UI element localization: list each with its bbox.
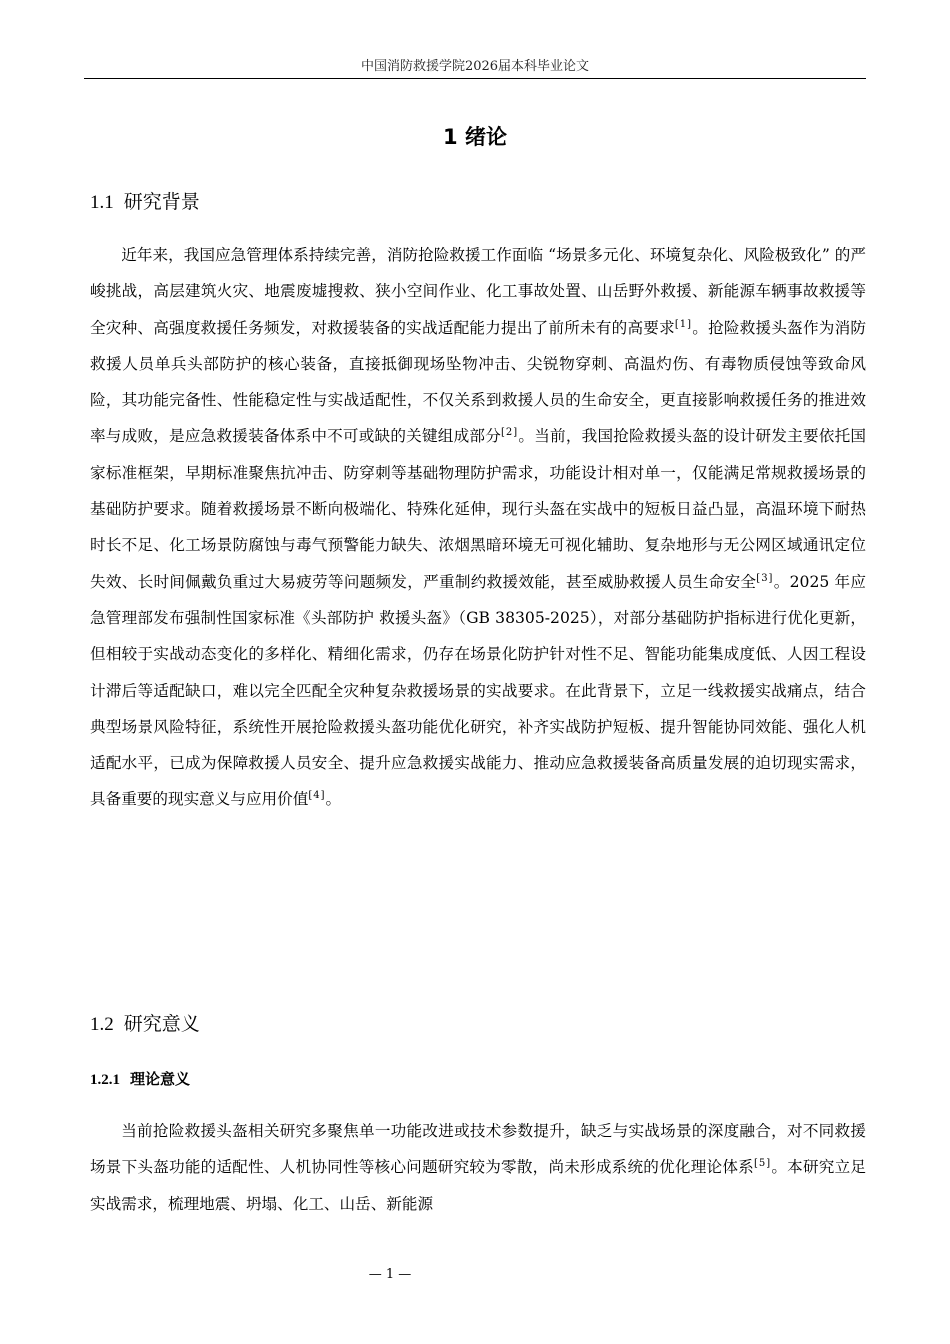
paragraph-text: 。当前，我国抢险救援头盔的设计研发主要依托国家标准框架，早期标准聚焦抗冲击、防穿刺等基础物理防护需求，功能设计相对单一，仅能满足常规救援场景的基础防护要求。随着救援场景不断向极端化、特殊化延伸，现行头盔在实战中的短板日益凸显，高温环境下耐热时长不足、化工场景防腐蚀与毒气预警能力缺失、浓烟黑暗环境无可视化辅助、复杂地形与无公网区域通讯定位失效、长时间佩戴负重过大易疲劳等问题频发，严重制约救援效能，甚至威胁救援人员生命安全 (90, 427, 866, 591)
citation: [3] (756, 572, 774, 584)
citation: [4] (308, 790, 326, 802)
paragraph-text: 。2025 年应急管理部发布强制性国家标准《头部防护 救援头盔》（GB 38305-2025），对部分基础防护指标进行优化更新，但相较于实战动态变化的多样化、精细化需求，仍存在场景化防护针对性不足、智能功能集成度低、人因工程设计滞后等适配缺口，难以完全匹配全灾种复杂救援场景的实战要求。在此背景下，立足一线救援实战痛点，结合典型场景风险特征，系统性开展抢险救援头盔功能优化研究，补齐实战防护短板、提升智能协同效能、强化人机适配水平，已成为保障救援人员安全、提升应急救援实战能力、推动应急救援装备高质量发展的迫切现实需求，具备重要的现实意义与应用价值 (90, 572, 866, 809)
subsection-number: 1.2.1 (90, 1072, 120, 1088)
paragraph-research-background (90, 237, 866, 818)
paragraph-text: 近年来，我国应急管理体系持续完善，消防抢险救援工作面临 “场景多元化、环境复杂化、风险极致化” 的严峻挑战，高层建筑火灾、地震废墟搜救、狭小空间作业、化工事故处置、山岳野外救援、新能源车辆事故救援等全灾种、高强度救援任务频发，对救援装备的实战适配能力提出了前所未有的高要求 (90, 246, 866, 337)
section-title: 研究背景 (123, 191, 200, 213)
subsection-title: 理论意义 (130, 1070, 191, 1088)
paragraph-text: 。抢险救援头盔作为消防救援人员单兵头部防护的核心装备，直接抵御现场坠物冲击、尖锐物穿刺、高温灼伤、有毒物质侵蚀等致命风险，其功能完备性、性能稳定性与实战适配性，不仅关系到救援人员的生命安全，更直接影响救援任务的推进效率与成败，是应急救援装备体系中不可或缺的关键组成部分 (90, 318, 866, 446)
paragraph-text: 。 (325, 790, 342, 809)
paragraph-text: 当前抢险救援头盔相关研究多聚焦单一功能改进或技术参数提升，缺乏与实战场景的深度融合，对不同救援场景下头盔功能的适配性、人机协同性等核心问题研究较为零散，尚未形成系统的优化理论体系 (90, 1122, 866, 1177)
section-heading-1-1 (90, 188, 200, 217)
chapter-title: 1 绪论 (443, 125, 507, 149)
citation: [1] (674, 318, 693, 330)
running-header: 中国消防救援学院2026届本科毕业论文 (360, 59, 590, 74)
section-heading-1-2 (90, 1010, 200, 1039)
paragraph-text: 。本研究立足实战需求，梳理地震、坍塌、化工、山岳、新能源 (90, 1158, 866, 1213)
subsection-heading-1-2-1 (90, 1068, 190, 1091)
section-number: 1.1 (90, 192, 114, 213)
citation: [5] (753, 1158, 772, 1170)
header-divider (84, 78, 866, 79)
citation: [2] (501, 427, 519, 439)
page-number: — 1 — (368, 1267, 412, 1282)
paragraph-theoretical-significance (90, 1113, 866, 1222)
section-title: 研究意义 (123, 1013, 200, 1035)
section-number: 1.2 (90, 1014, 114, 1035)
